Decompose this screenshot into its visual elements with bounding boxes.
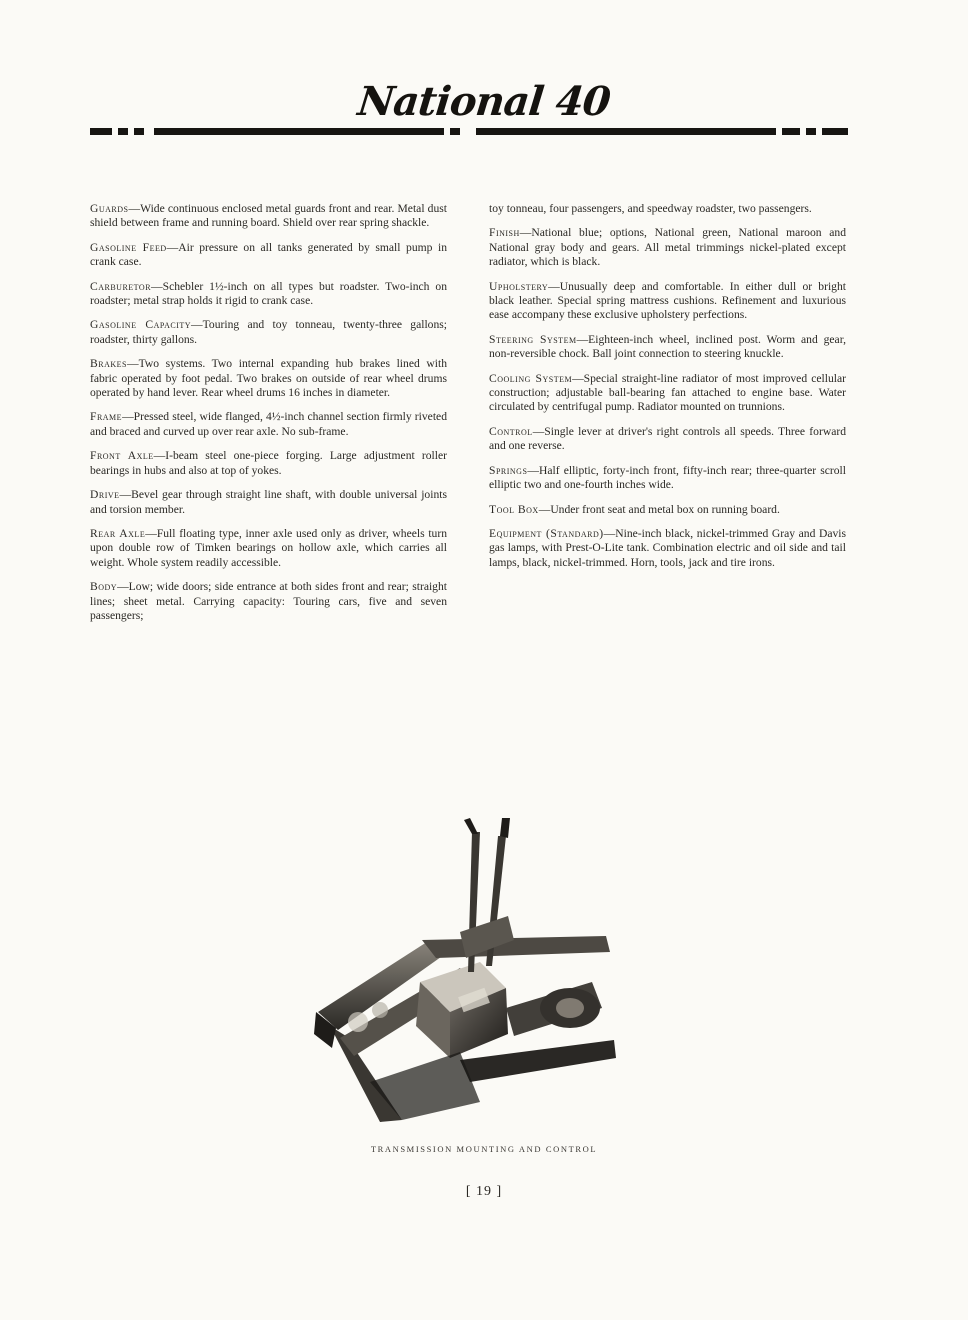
spec-paragraph: Brakes—Two systems. Two internal expanding hub brakes lined with fabric operated by foot pedal. Two brakes on outside of rear wheel drums operated by hand lever. Rear wheel drums 16 inches in diameter. <box>90 357 447 400</box>
spec-text: Touring and toy tonneau, twenty-three gallons; roadster, thirty gallons. <box>90 318 447 346</box>
spec-text: Under front seat and metal box on running board. <box>550 502 780 516</box>
spec-paragraph: Carburetor—Schebler 1½-inch on all types but roadster. Two-inch on roadster; metal strap holds it rigid to crank case. <box>90 279 447 308</box>
right-column <box>489 202 846 580</box>
spec-paragraph: Frame—Pressed steel, wide flanged, 4½-inch channel section firmly riveted and braced and curved up over rear axle. No sub-frame. <box>90 410 447 438</box>
spec-heading: Tool Box <box>489 502 539 516</box>
masthead <box>0 78 968 134</box>
spec-heading: Equipment (Standard) <box>489 526 604 540</box>
spec-text: Two systems. Two internal expanding hub brakes lined with fabric operated by foot pedal. Two brakes on outside of rear wheel drums operated by hand lever. Rear wheel drums 16 inches in diameter. <box>90 357 447 400</box>
spec-paragraph: Steering System—Eighteen-inch wheel, inclined post. Worm and gear, non-reversible chock. Ball joint connection to steering knuckle. <box>489 332 846 361</box>
spec-heading: Finish <box>489 226 520 240</box>
spec-text: Nine-inch black, nickel-trimmed Gray and Davis gas lamps, with Prest-O-Lite tank. Combination electric and oil side and tail lamps, black, nickel-trimmed. Horn, tools, jack and tire irons. <box>489 526 847 569</box>
spec-paragraph: Springs—Half elliptic, forty-inch front, fifty-inch rear; three-quarter scroll elliptic two and one-fourth inches wide. <box>489 463 846 492</box>
left-column <box>90 202 447 633</box>
specifications <box>90 202 848 762</box>
spec-heading: Front Axle <box>90 449 154 463</box>
spec-text: Full floating type, inner axle used only as driver, wheels turn upon double row of Timken bearings on hollow axle, which carries all weight. Whole system readily accessible. <box>90 526 447 569</box>
spec-paragraph: Front Axle—I-beam steel one-piece forging. Large adjustment roller bearings in hubs and also at top of yokes. <box>90 449 447 477</box>
spec-heading: Gasoline Capacity <box>90 318 192 332</box>
spec-paragraph: Equipment (Standard)—Nine-inch black, nickel-trimmed Gray and Davis gas lamps, with Prest-O-Lite tank. Combination electric and oil side and tail lamps, black, nickel-trimmed. Horn, tools, jack and tire irons. <box>489 526 847 569</box>
spec-paragraph: Gasoline Feed—Air pressure on all tanks generated by small pump in crank case. <box>90 240 447 269</box>
spec-text: Pressed steel, wide flanged, 4½-inch channel section firmly riveted and braced and curved up over rear axle. No sub-frame. <box>90 410 447 438</box>
spec-text: Wide continuous enclosed metal guards front and rear. Metal dust shield between frame and running board. Shield over rear spring shackle. <box>90 202 447 230</box>
spec-text: Bevel gear through straight line shaft, with double universal joints and torsion member. <box>90 488 447 516</box>
spec-heading: Drive <box>90 488 120 502</box>
spec-heading: Control <box>489 424 533 438</box>
spec-text: Special straight-line radiator of most improved cellular construction; adjustable ball-bearing fan attached to engine base. Water circulated by centrifugal pump. Radiator mounted on trunnions. <box>489 371 846 414</box>
spec-heading: Body <box>90 580 118 594</box>
spec-paragraph <box>489 202 846 216</box>
header-rule <box>90 128 848 136</box>
spec-text: Low; wide doors; side entrance at both sides front and rear; straight lines; sheet metal. Carrying capacity: Touring cars, five and seven passengers; <box>90 580 447 622</box>
spec-paragraph: Upholstery—Unusually deep and comfortable. In either dull or bright black leather. Special spring mattress cushions. Refinement and luxurious ease accompany these exclusive upholstery perfections. <box>489 279 846 322</box>
spec-text: toy tonneau, four passengers, and speedway roadster, two passengers. <box>489 202 812 215</box>
spec-text: Half elliptic, forty-inch front, fifty-inch rear; three-quarter scroll elliptic two and one-fourth inches wide. <box>489 463 846 492</box>
spec-paragraph: Tool Box—Under front seat and metal box on running board. <box>489 502 780 516</box>
spec-paragraph: Drive—Bevel gear through straight line shaft, with double universal joints and torsion member. <box>90 488 447 516</box>
spec-paragraph: Rear Axle—Full floating type, inner axle used only as driver, wheels turn upon double row of Timken bearings on hollow axle, which carries all weight. Whole system readily accessible. <box>90 526 447 569</box>
spec-text: Single lever at driver's right controls all speeds. Three forward and one reverse. <box>489 424 846 453</box>
spec-heading: Cooling System <box>489 371 573 385</box>
spec-text: Unusually deep and comfortable. In either dull or bright black leather. Special spring mattress cushions. Refinement and luxurious ease accompany these exclusive upholstery perfections. <box>489 279 846 322</box>
spec-paragraph: Finish—National blue; options, National green, National maroon and National gray body and gears. All metal trimmings nickel-plated except radiator, which is black. <box>489 226 846 269</box>
spec-heading: Steering System <box>489 332 577 346</box>
spec-heading: Carburetor <box>90 279 152 293</box>
spec-paragraph: Cooling System—Special straight-line radiator of most improved cellular construction; adjustable ball-bearing fan attached to engine base. Water circulated by centrifugal pump. Radiator mounted on trunnions. <box>489 371 846 414</box>
spec-heading: Frame <box>90 410 123 424</box>
spec-heading: Springs <box>489 463 528 477</box>
spec-text: National blue; options, National green, National maroon and National gray body and gears. All metal trimmings nickel-plated except radiator, which is black. <box>489 226 846 269</box>
spec-paragraph: Body—Low; wide doors; side entrance at both sides front and rear; straight lines; sheet metal. Carrying capacity: Touring cars, five and seven passengers; <box>90 580 447 622</box>
spec-heading: Gasoline Feed <box>90 240 167 254</box>
spec-heading: Upholstery <box>489 279 549 293</box>
transmission-photo <box>310 812 628 1124</box>
spec-heading: Rear Axle <box>90 526 146 540</box>
spec-text: I-beam steel one-piece forging. Large adjustment roller bearings in hubs and also at top of yokes. <box>90 449 447 477</box>
spec-heading: Brakes <box>90 357 127 371</box>
spec-text: Schebler 1½-inch on all types but roadster. Two-inch on roadster; metal strap holds it rigid to crank case. <box>90 279 447 308</box>
spec-text: Air pressure on all tanks generated by small pump in crank case. <box>90 240 447 269</box>
spec-text: Eighteen-inch wheel, inclined post. Worm and gear, non-reversible chock. Ball joint connection to steering knuckle. <box>489 332 846 361</box>
figure-caption: TRANSMISSION MOUNTING AND CONTROL <box>370 1144 598 1154</box>
spec-paragraph: Guards—Wide continuous enclosed metal guards front and rear. Metal dust shield between frame and running board. Shield over rear spring shackle. <box>90 202 447 230</box>
spec-paragraph: Control—Single lever at driver's right controls all speeds. Three forward and one reverse. <box>489 424 846 453</box>
spec-paragraph: Gasoline Capacity—Touring and toy tonneau, twenty-three gallons; roadster, thirty gallons. <box>90 318 447 346</box>
national-40-logo: National 40 <box>355 78 613 125</box>
page-number: [ 19 ] <box>465 1184 503 1199</box>
spec-heading: Guards <box>90 202 129 215</box>
